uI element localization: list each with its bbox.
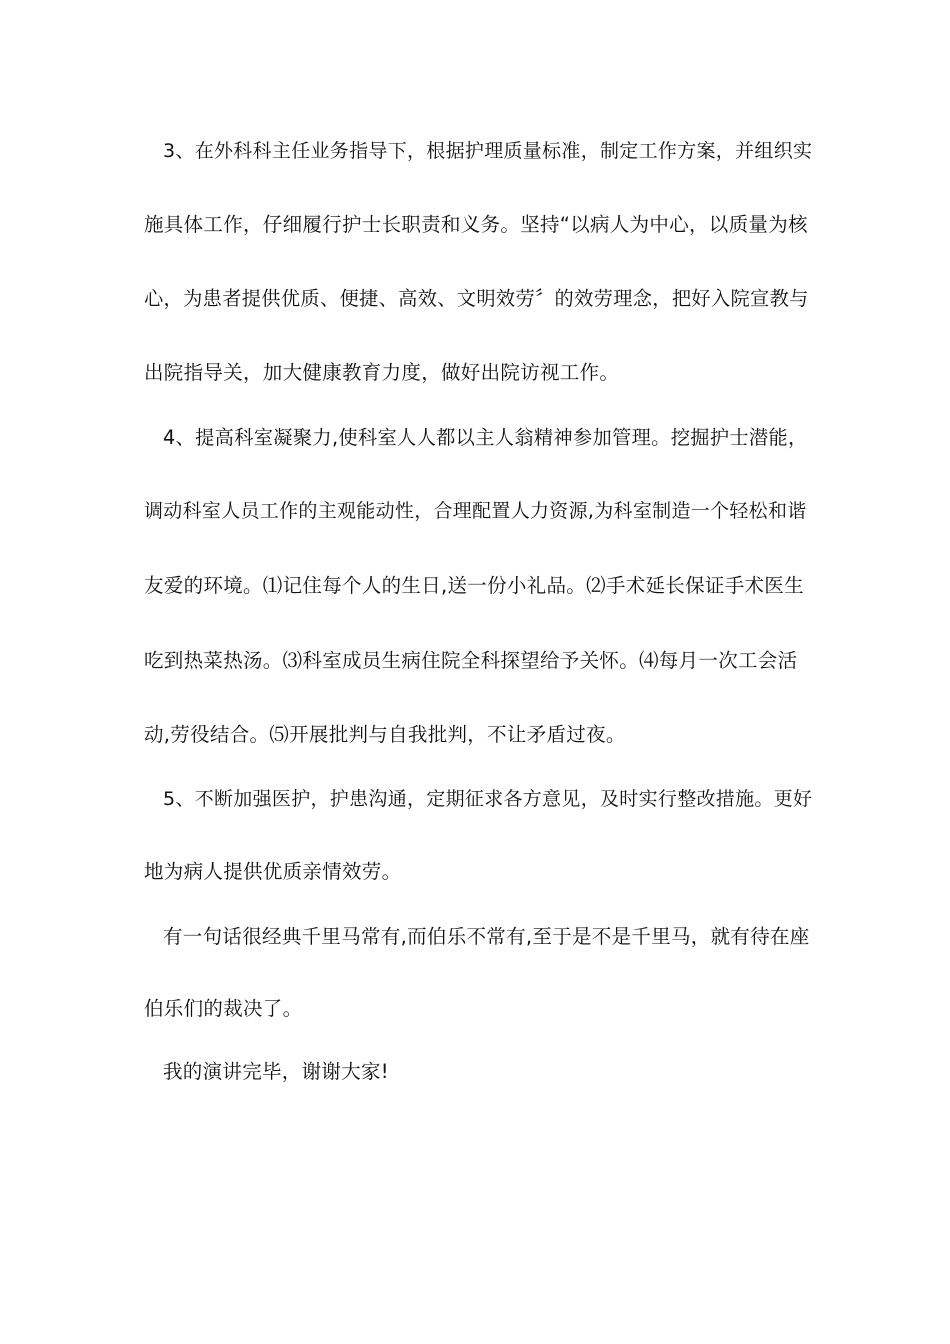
paragraph-3-line-2: 施具体工作，仔细履行护士长职责和义务。坚持“以病人为中心，以质量为核 [144,213,808,236]
paragraph-4-line-3: 友爱的环境。⑴记住每个人的生日,送一份小礼品。⑵手术延长保证手术医生 [144,574,804,597]
paragraph-3-line-4: 出院指导关，加大健康教育力度，做好出院访视工作。 [144,361,620,384]
paragraph-4-line-2: 调动科室人员工作的主观能动性，合理配置人力资源,为科室制造一个轻松和谐 [144,500,807,522]
closing-paragraph-line-1: 有一句话很经典千里马常有,而伯乐不常有,至于是不是千里马，就有待在座 [163,925,810,948]
paragraph-5-line-1: 5、不断加强医护，护患沟通，定期征求各方意见，及时实行整改措施。更好 [163,788,813,810]
paragraph-5-line-2: 地为病人提供优质亲情效劳。 [144,860,402,883]
closing-paragraph-line-2: 伯乐们的裁决了。 [144,997,303,1020]
paragraph-4-line-1: 4、提高科室凝聚力,使科室人人都以主人翁精神参加管理。挖掘护士潜能， [163,426,808,449]
paragraph-4-line-5: 动,劳役结合。⑸开展批判与自我批判，不让矛盾过夜。 [144,723,626,746]
paragraph-3-line-3: 心，为患者提供优质、便捷、高效、文明效劳〞的效劳理念，把好入院宣教与 [144,287,809,310]
paragraph-3-line-1: 3、在外科科主任业务指导下，根据护理质量标准，制定工作方案，并组织实 [163,140,813,162]
thanks-line: 我的演讲完毕，谢谢大家! [163,1060,389,1083]
paragraph-4-line-4: 吃到热菜热汤。⑶科室成员生病住院全科探望给予关怀。⑷每月一次工会活 [144,649,798,672]
